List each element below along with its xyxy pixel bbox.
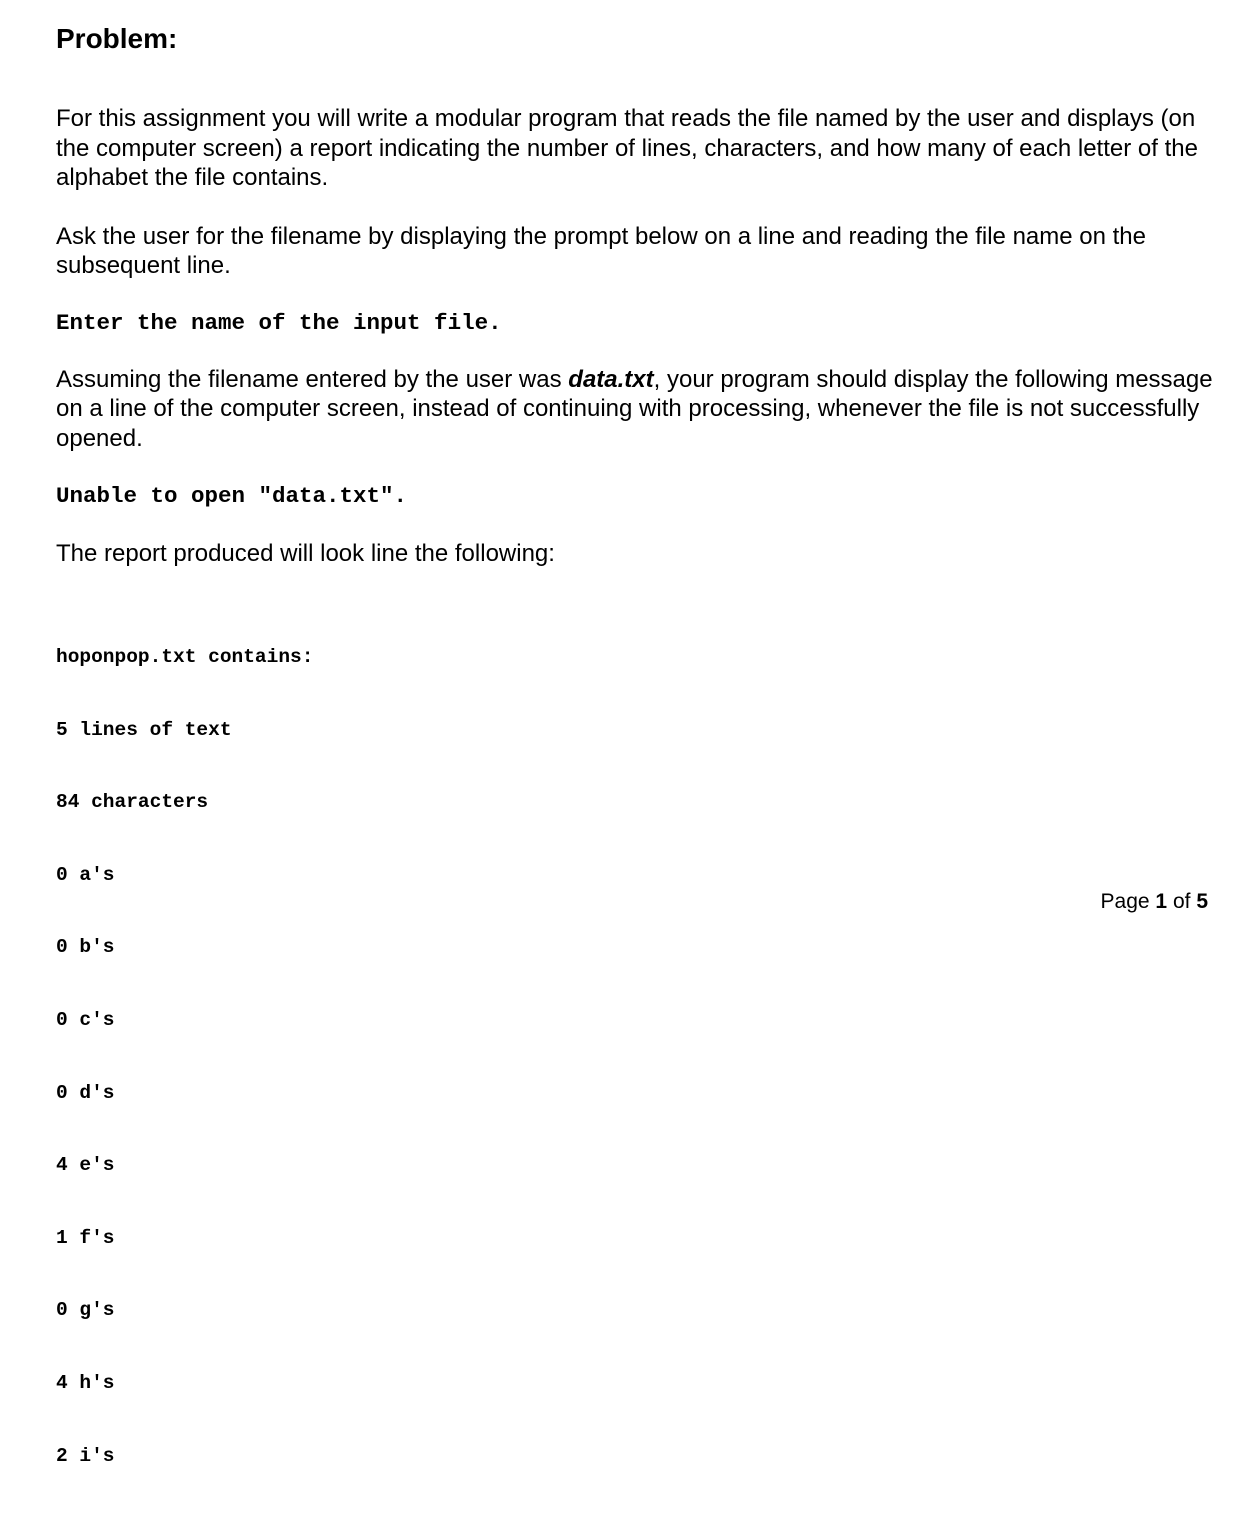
problem-heading: Problem: xyxy=(56,20,1216,58)
error-instructions-after: , your program should display the following message on a line of the computer screen, instead of continuing with processing, whenever the file is not successfully opened. xyxy=(56,366,1213,452)
page-word: Page xyxy=(1101,890,1150,913)
page-number-footer xyxy=(1101,888,1208,916)
report-line: 0 d's xyxy=(56,1081,1216,1105)
prompt-example: Enter the name of the input file. xyxy=(56,308,1216,338)
of-word: of xyxy=(1173,890,1191,913)
error-message-example: Unable to open "data.txt". xyxy=(56,481,1216,511)
report-line: 84 characters xyxy=(56,790,1216,814)
report-line: 1 f's xyxy=(56,1226,1216,1250)
report-line: 0 b's xyxy=(56,935,1216,959)
report-intro-paragraph: The report produced will look line the following: xyxy=(56,539,1216,569)
filename-emphasis: data.txt xyxy=(568,366,653,393)
error-instructions-paragraph xyxy=(56,365,1216,454)
report-line: 2 i's xyxy=(56,1444,1216,1468)
report-line: 4 e's xyxy=(56,1153,1216,1177)
report-line: 0 g's xyxy=(56,1298,1216,1322)
filename-instructions-paragraph: Ask the user for the filename by displaying the prompt below on a line and reading the file name on the subsequent line. xyxy=(56,222,1216,281)
current-page-number: 1 xyxy=(1155,890,1167,913)
assignment-paragraph: For this assignment you will write a modular program that reads the file named by the user and displays (on the computer screen) a report indicating the number of lines, characters, and how many of each letter of the alphabet the file contains. xyxy=(56,104,1216,193)
error-instructions-before: Assuming the filename entered by the user was xyxy=(56,366,568,393)
total-pages-number: 5 xyxy=(1196,890,1208,913)
report-line: 0 a's xyxy=(56,863,1216,887)
report-line: 5 lines of text xyxy=(56,718,1216,742)
report-line: 4 h's xyxy=(56,1371,1216,1395)
document-page xyxy=(56,20,1216,1516)
report-line: hoponpop.txt contains: xyxy=(56,645,1216,669)
sample-report xyxy=(56,597,1216,1516)
report-line: 0 c's xyxy=(56,1008,1216,1032)
